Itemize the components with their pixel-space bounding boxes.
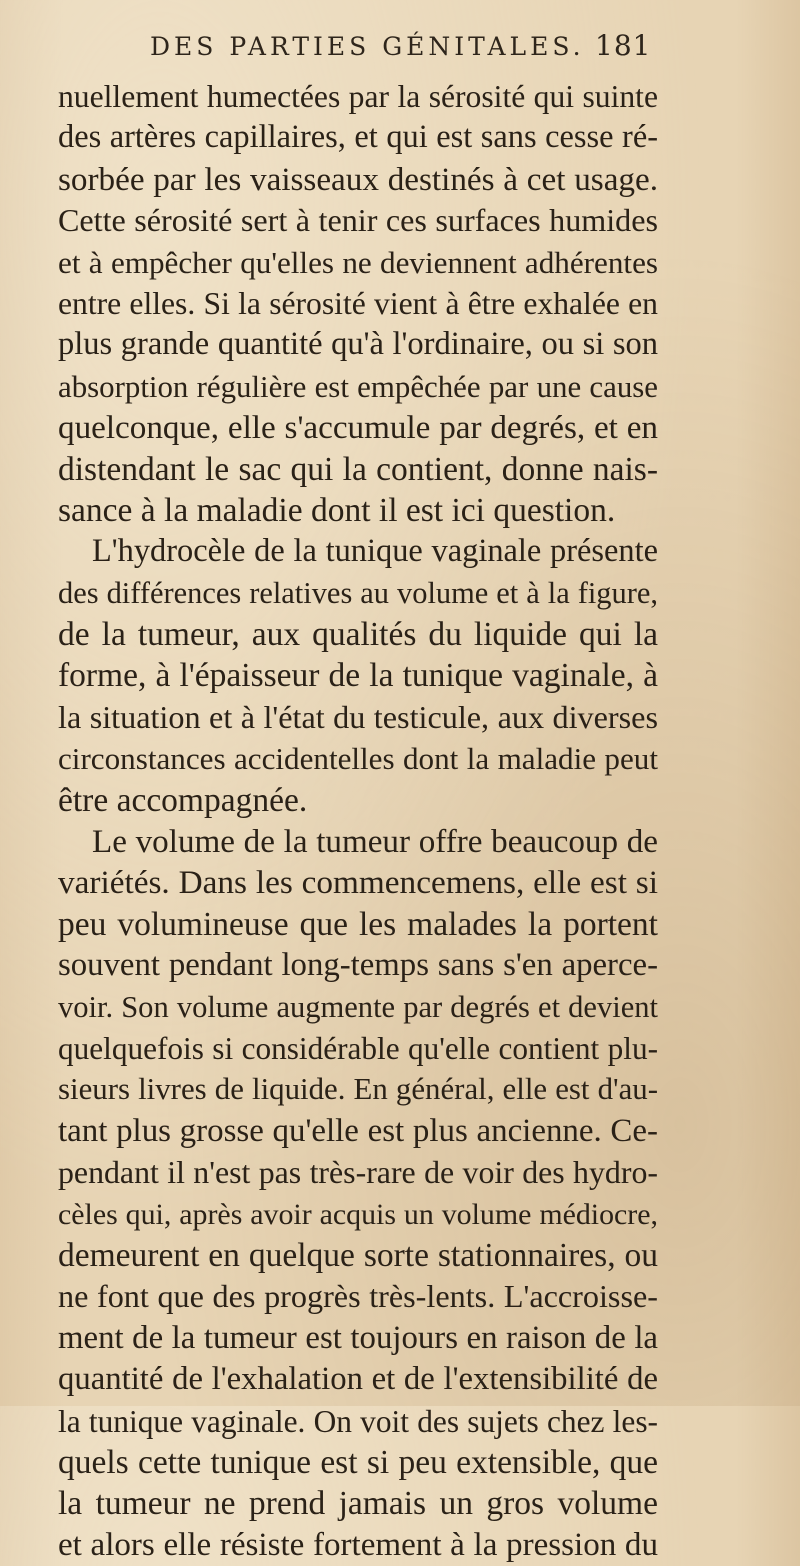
running-title: DES PARTIES GÉNITALES.	[150, 32, 585, 61]
text-line: plus grande quantité qu'à l'ordinaire, ou si son	[58, 326, 658, 363]
text-line: ne font que des progrès très-lents. L'accroisse-	[58, 1278, 658, 1315]
text-line: pendant il n'est pas très-rare de voir des hydro-	[58, 1155, 658, 1191]
paragraph-2	[58, 531, 658, 821]
text-line: absorption régulière est empêchée par une cause	[58, 368, 658, 404]
text-line: des différences relatives au volume et à la figure,	[58, 575, 658, 610]
text-line: circonstances accidentelles dont la maladie peut	[58, 741, 658, 777]
text-line: demeurent en quelque sorte stationnaires, ou	[58, 1236, 658, 1274]
text-line: et à empêcher qu'elles ne deviennent adhérentes	[58, 244, 658, 280]
text-line: être accompagnée.	[58, 781, 308, 819]
text-line: quelquefois si considérable qu'elle contient plu-	[58, 1030, 658, 1066]
text-line: Le volume de la tumeur offre beaucoup de	[92, 823, 658, 861]
text-line: voir. Son volume augmente par degrés et devient	[58, 989, 658, 1024]
text-line: cèles qui, après avoir acquis un volume médiocre,	[58, 1197, 658, 1231]
text-line: la tunique vaginale. On voit des sujets chez les-	[58, 1403, 658, 1439]
text-line: distendant le sac qui la contient, donne nais-	[58, 450, 658, 488]
text-line: nuellement humectées par la sérosité qui suinte	[58, 79, 658, 114]
text-line: la situation et à l'état du testicule, aux diverses	[58, 698, 658, 735]
text-line: des artères capillaires, et qui est sans cesse ré-	[58, 119, 658, 156]
text-line: quantité de l'exhalation et de l'extensibilité de	[58, 1361, 658, 1398]
text-line: la tumeur ne prend jamais un gros volume	[58, 1485, 658, 1523]
text-line: et alors elle résiste fortement à la pression du	[58, 1526, 658, 1563]
page-number: 181	[595, 29, 652, 62]
text-line: L'hydrocèle de la tunique vaginale présente	[92, 533, 658, 570]
page-header	[0, 14, 800, 64]
text-line: ment de la tumeur est toujours en raison de la	[58, 1319, 658, 1356]
paragraph-1	[58, 76, 658, 531]
text-line: sieurs livres de liquide. En général, elle est d'au-	[58, 1072, 658, 1107]
text-line: forme, à l'épaisseur de la tunique vaginale, à	[58, 657, 658, 695]
text-line: tant plus grosse qu'elle est plus ancienne. Ce-	[58, 1112, 658, 1149]
text-line: peu volumineuse que les malades la portent	[58, 905, 658, 943]
body-text	[58, 76, 658, 1566]
text-line: quels cette tunique est si peu extensible, que	[58, 1443, 658, 1481]
text-line: entre elles. Si la sérosité vient à être exhalée en	[58, 285, 658, 321]
text-line: Cette sérosité sert à tenir ces surfaces humides	[58, 202, 658, 239]
text-line: sance à la maladie dont il est ici question.	[58, 491, 616, 529]
text-line: variétés. Dans les commencemens, elle est si	[58, 864, 658, 902]
text-line: souvent pendant long-temps sans s'en aperce-	[58, 947, 658, 984]
text-line: quelconque, elle s'accumule par degrés, et en	[58, 409, 658, 447]
text-line: sorbée par les vaisseaux destinés à cet usage.	[58, 160, 658, 198]
text-line: de la tumeur, aux qualités du liquide qui la	[58, 616, 658, 654]
paragraph-3	[58, 821, 658, 1566]
